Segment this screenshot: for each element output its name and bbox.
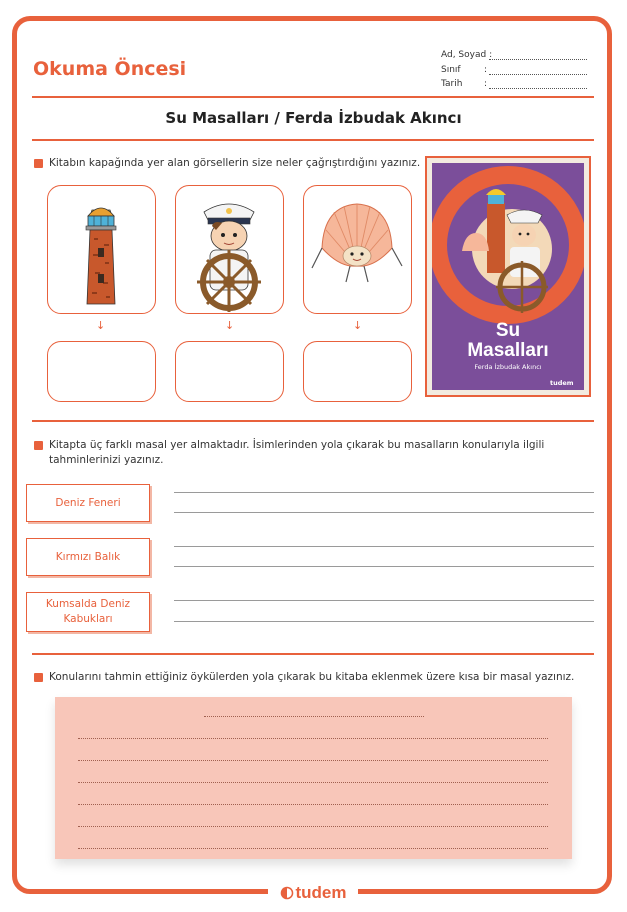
- writing-line[interactable]: [174, 566, 594, 567]
- tale-label-3-text-line1: Kumsalda Deniz: [45, 598, 131, 610]
- story-line[interactable]: [78, 760, 548, 761]
- writing-line[interactable]: [174, 600, 594, 601]
- cover-author: Ferda İzbudak Akıncı: [474, 363, 542, 371]
- tale-label-3-text-line2: Kabukları: [63, 613, 113, 625]
- header-divider: [32, 96, 594, 98]
- title-divider: [32, 139, 594, 141]
- book-title: Su Masalları / Ferda İzbudak Akıncı: [165, 109, 462, 127]
- sailor-at-wheel-icon: [176, 186, 282, 312]
- story-line[interactable]: [78, 782, 548, 783]
- page-title: Okuma Öncesi: [33, 58, 187, 80]
- tale-label-1: [26, 484, 150, 522]
- cover-title: [427, 321, 589, 361]
- cover-title-line2: Masalları: [467, 340, 549, 361]
- section2-instruction-line2: tahminlerinizi yazınız.: [49, 454, 164, 466]
- answer-box-3[interactable]: [303, 341, 412, 402]
- footer-logo: [268, 880, 358, 906]
- tudem-logo-icon: [280, 886, 294, 900]
- story-line[interactable]: [78, 826, 548, 827]
- section1-divider: [32, 420, 594, 422]
- picture-card-lighthouse: [47, 185, 156, 314]
- cover-title-line1: Su: [495, 320, 521, 341]
- name-label: Ad, Soyad :: [441, 50, 493, 60]
- section2-bullet: [34, 441, 43, 450]
- book-cover: [425, 156, 591, 397]
- name-dotted-line: [489, 59, 587, 60]
- tale-label-1-text: Deniz Feneri: [55, 496, 121, 509]
- date-colon: :: [484, 79, 488, 89]
- class-dotted-line: [489, 74, 587, 75]
- tale-label-2: [26, 538, 150, 576]
- writing-line[interactable]: [174, 512, 594, 513]
- writing-line[interactable]: [174, 492, 594, 493]
- section1-instruction: Kitabın kapağında yer alan görsellerin size neler çağrıştırdığını yazınız.: [49, 157, 421, 169]
- picture-card-seashell: [303, 185, 412, 314]
- section2-instruction: [49, 438, 544, 468]
- lighthouse-icon: [48, 186, 154, 312]
- seashell-character-icon: [304, 186, 410, 312]
- tale-label-2-text: Kırmızı Balık: [55, 550, 121, 563]
- section2-instruction-line1: Kitapta üç farklı masal yer almaktadır. İsimlerinden yola çıkarak bu masalların konularıyla ilgili: [49, 439, 545, 451]
- arrow-down-icon: ↓: [96, 319, 106, 332]
- story-line[interactable]: [78, 738, 548, 739]
- story-writing-area[interactable]: [55, 697, 572, 859]
- arrow-down-icon: ↓: [225, 319, 235, 332]
- writing-line[interactable]: [174, 621, 594, 622]
- name-field[interactable]: [441, 50, 492, 60]
- story-line[interactable]: [78, 848, 548, 849]
- class-field[interactable]: [441, 65, 488, 75]
- story-line[interactable]: [78, 804, 548, 805]
- picture-card-sailor: [175, 185, 284, 314]
- date-field[interactable]: [441, 79, 488, 89]
- cover-publisher: tudem: [550, 379, 574, 387]
- class-colon: :: [484, 65, 488, 75]
- writing-line[interactable]: [174, 546, 594, 547]
- section1-bullet: [34, 159, 43, 168]
- tale-label-3: [26, 592, 150, 632]
- answer-box-1[interactable]: [47, 341, 156, 402]
- section2-divider: [32, 653, 594, 655]
- date-dotted-line: [489, 88, 587, 89]
- answer-box-2[interactable]: [175, 341, 284, 402]
- story-title-line[interactable]: [204, 716, 424, 717]
- class-label: Sınıf: [441, 65, 461, 75]
- date-label: Tarih: [441, 79, 463, 89]
- footer-logo-text: tudem: [295, 883, 347, 902]
- section3-instruction: Konularını tahmin ettiğiniz öykülerden yola çıkarak bu kitaba eklenmek üzere kısa bir masal yazınız.: [49, 671, 575, 683]
- arrow-down-icon: ↓: [353, 319, 363, 332]
- section3-bullet: [34, 673, 43, 682]
